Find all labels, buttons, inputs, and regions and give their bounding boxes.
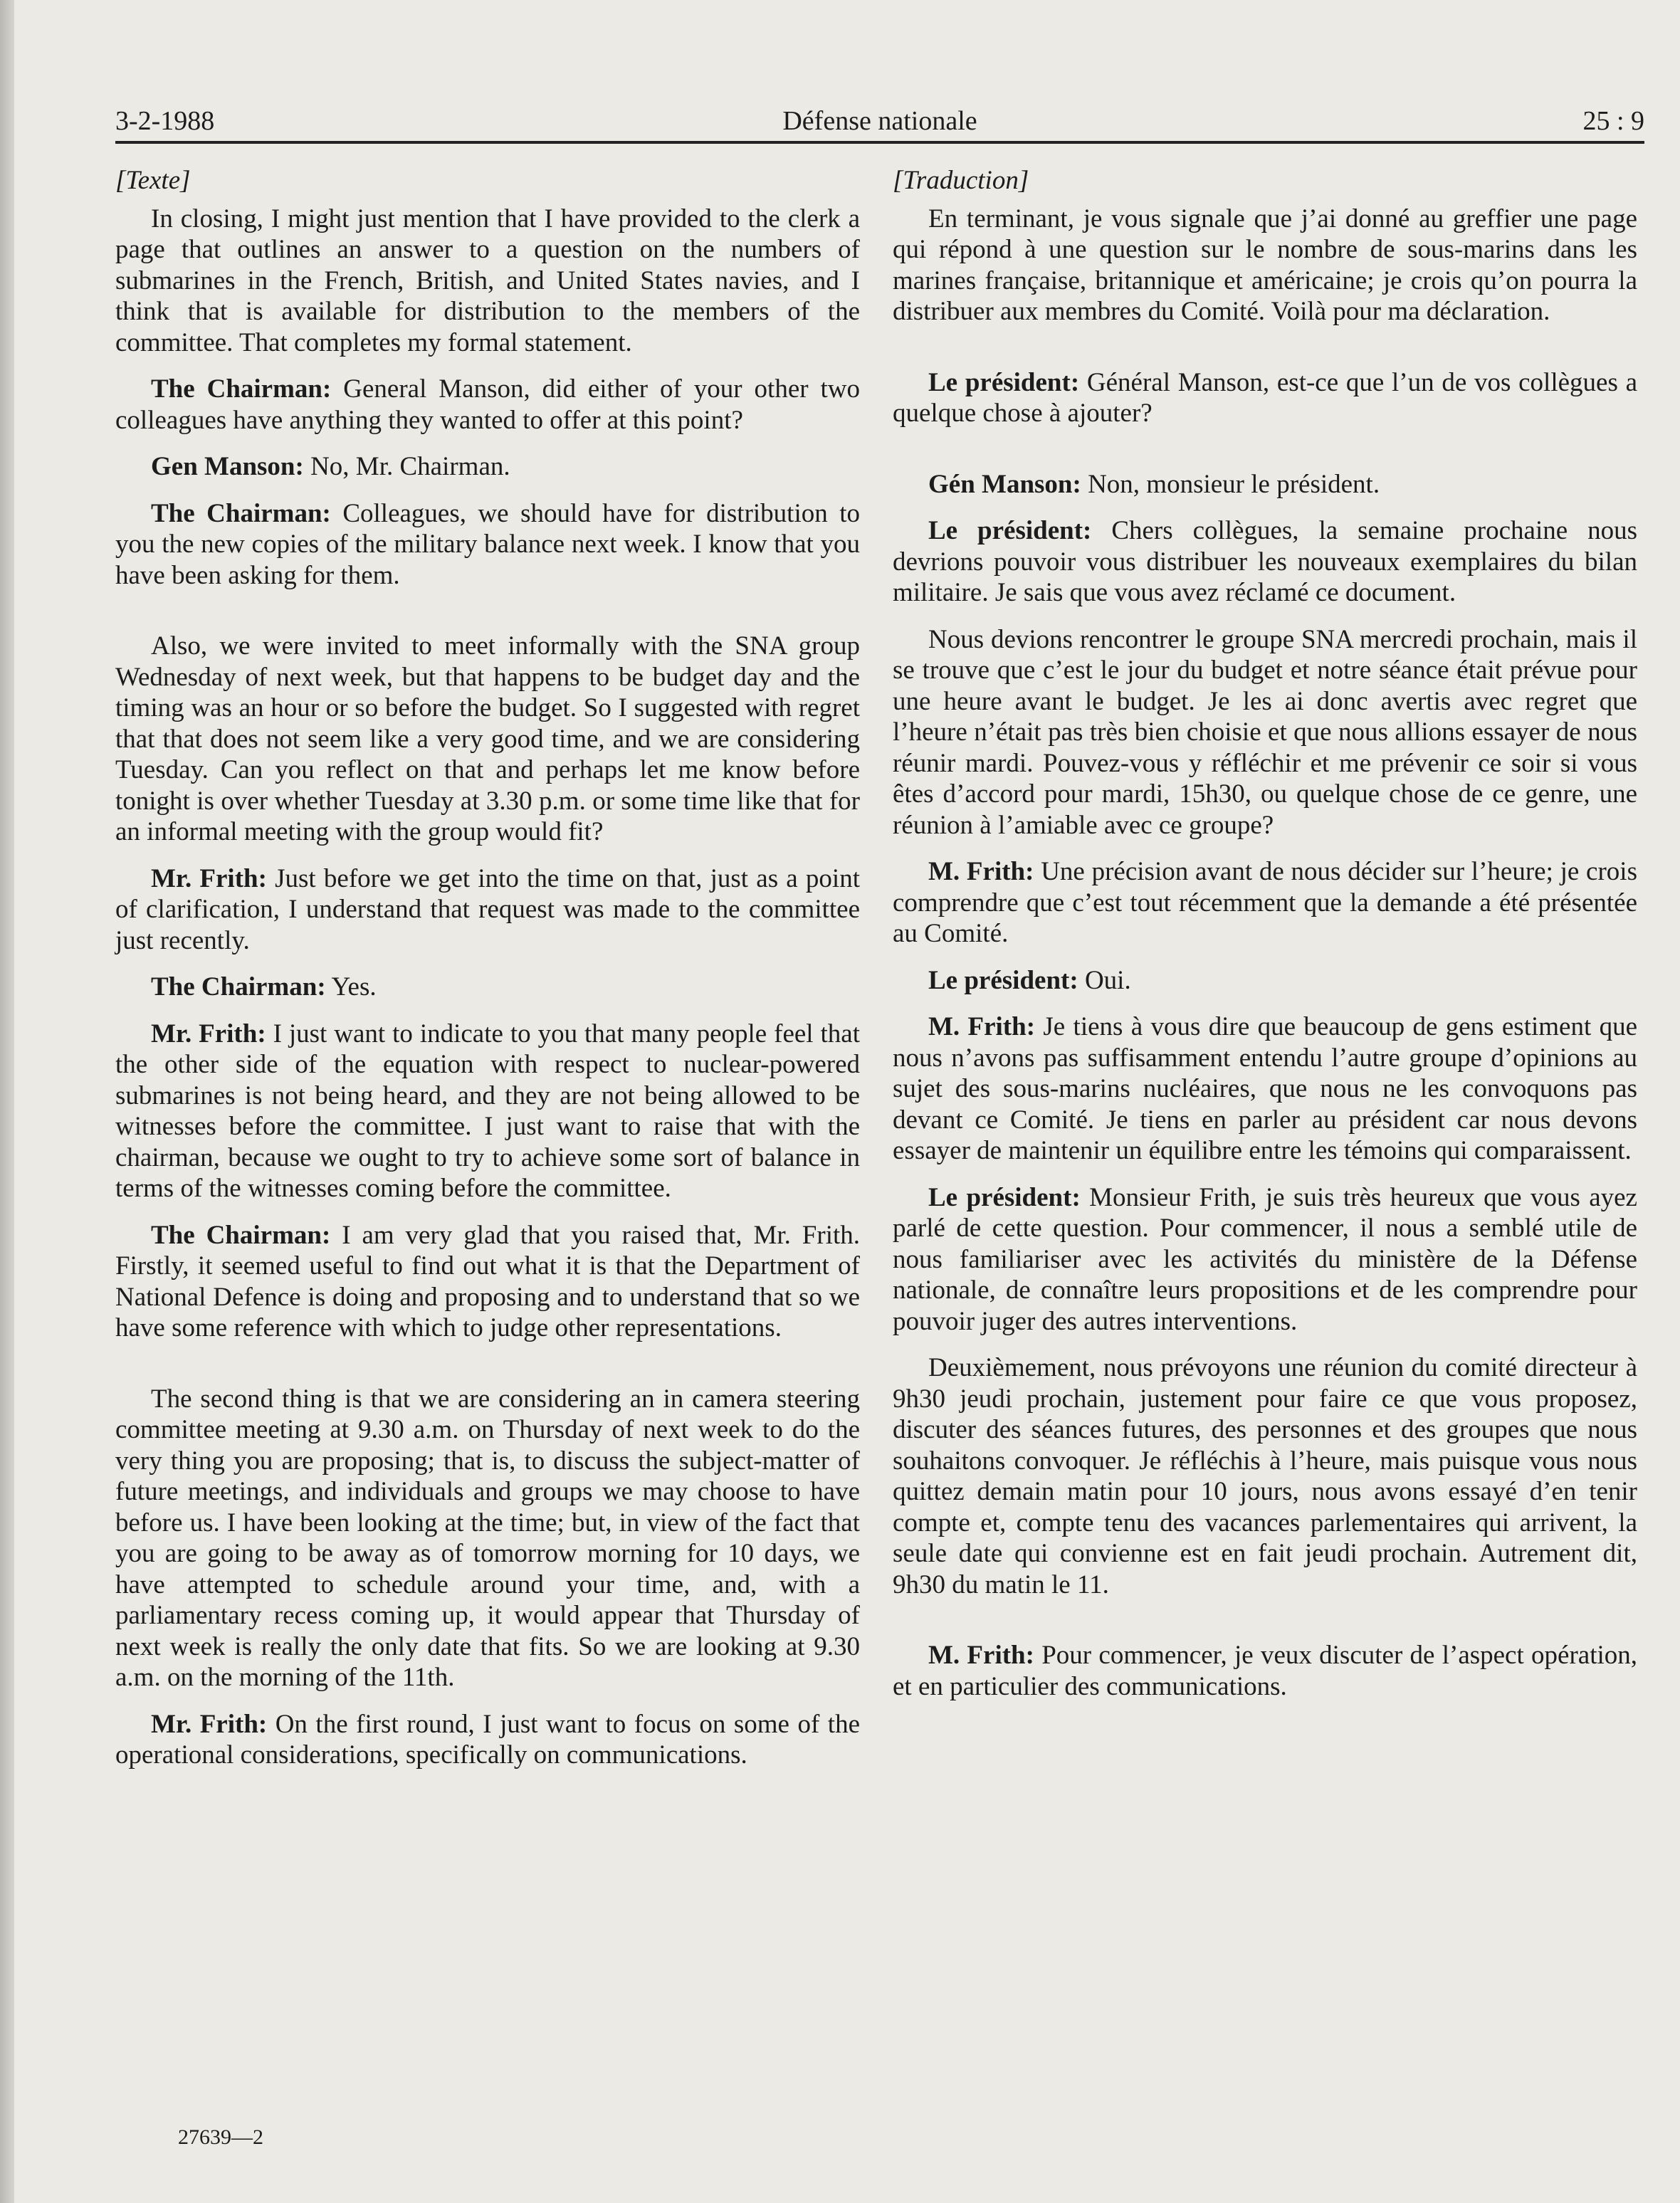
paragraph (115, 498, 860, 592)
paragraph-text: Chers collègues, la semaine prochaine nous devrions pouvoir vous distribuer les nouveaux exemplaires du bilan militaire. Je sais que vous avez réclamé ce document. (893, 516, 1637, 607)
paragraph (115, 1220, 860, 1344)
paragraph (893, 1352, 1637, 1600)
speaker-name: Gen Manson: (151, 452, 304, 481)
french-column (893, 165, 1637, 1718)
speaker-name: Mr. Frith: (151, 1709, 268, 1739)
speaker-name: Le président: (928, 965, 1078, 995)
speaker-name: Mr. Frith: (151, 1019, 266, 1048)
speaker-name: M. Frith: (928, 857, 1034, 886)
paragraph-text: En terminant, je vous signale que j’ai donné au greffier une page qui répond à une question sur le nombre de sous-marins dans les marines française, britannique et américaine; je crois qu’on pourra la distribuer aux membres du Comité. Voilà pour ma déclaration. (893, 204, 1637, 326)
speaker-name: Gén Manson: (928, 469, 1081, 499)
paragraph-text: Yes. (325, 972, 377, 1001)
paragraph-text: Général Manson, est-ce que l’un de vos collègues a quelque chose à ajouter? (893, 367, 1637, 428)
paragraph-text: Colleagues, we should have for distribution to you the new copies of the military balance next week. I know that you have been asking for them. (115, 498, 860, 590)
paragraph (115, 863, 860, 957)
paragraph (893, 1011, 1637, 1167)
paragraph-text: I am very glad that you raised that, Mr. Frith. Firstly, it seemed useful to find out what it is that the Department of National Defence is doing and proposing and to understand that so we have some reference with which to judge other representations. (115, 1220, 860, 1342)
paragraph (893, 965, 1637, 997)
paragraph-text: Nous devions rencontrer le groupe SNA mercredi prochain, mais il se trouve que c’est le jour du budget et notre séance était prévue pour une heure avant le budget. Je les ai donc avertis avec regret que l’heure n’était pas très bien choisie et que nous allions essayer de nous réunir mardi. Pouvez-vous y réfléchir et me prévenir ce soir si vous êtes d’accord pour mardi, 15h30, ou quelque chose de ce genre, une réunion à l’amiable avec ce groupe? (893, 624, 1637, 840)
speaker-name: The Chairman: (151, 498, 331, 528)
paragraph-text: Monsieur Frith, je suis très heureux que vous ayez parlé de cette question. Pour commencer, il nous a semblé utile de nous familiariser avec les activités du ministère de la Défense nationale, de connaître leurs propositions et de les comprendre pour pouvoir juger des autres interventions. (893, 1182, 1637, 1336)
language-label: [Texte] (115, 166, 191, 195)
paragraph (893, 1640, 1637, 1702)
paragraph (115, 374, 860, 436)
paragraph (115, 451, 860, 483)
speaker-name: M. Frith: (928, 1641, 1034, 1670)
paragraph (115, 1709, 860, 1771)
paragraph-text: In closing, I might just mention that I have provided to the clerk a page that outlines an answer to a question on the numbers of submarines in the French, British, and United States navies, and I think that is available for distribution to the members of the committee. That completes my formal statement. (115, 204, 860, 357)
header-title: Défense nationale (782, 106, 977, 136)
paragraph-text: Deuxièmement, nous prévoyons une réunion du comité directeur à 9h30 jeudi prochain, justement pour faire ce que vous proposez, discuter des séances futures, des personnes et des groupes que nous souhaitons convoquer. Je réfléchis à l’heure, mais puisque vous nous quittez demain matin pour 10 jours, nous avons essayé d’en tenir compte et, compte tenu des vacances parlementaires qui arrivent, la seule date qui convienne est en fait jeudi prochain. Autrement dit, 9h30 du matin le 11. (893, 1353, 1637, 1599)
paragraph-text: The second thing is that we are considering an in camera steering committee meeting at 9.30 a.m. on Thursday of next week to do the very thing you are proposing; that is, to discuss the subject-matter of future meetings, and individuals and groups we may choose to have before us. I have been looking at the time; but, in view of the fact that you are going to be away as of tomorrow morning for 10 days, we have attempted to schedule around your time, and, with a parliamentary recess coming up, it would appear that Thursday of next week is really the only date that fits. So we are looking at 9.30 a.m. on the morning of the 11th. (115, 1384, 860, 1692)
paragraph (893, 624, 1637, 841)
paragraph (893, 367, 1637, 429)
paragraph (893, 856, 1637, 950)
paragraph-text: On the first round, I just want to focus on some of the operational considerations, specifically on communications. (115, 1709, 860, 1770)
page-binding-edge (0, 0, 14, 2203)
header-page-number: 25 : 9 (1582, 106, 1644, 136)
language-label: [Traduction] (893, 166, 1029, 195)
paragraph (115, 204, 860, 359)
paragraph (115, 631, 860, 848)
speaker-name: The Chairman: (151, 1220, 331, 1250)
speaker-name: The Chairman: (151, 374, 332, 404)
paragraph (115, 1019, 860, 1204)
paragraph (115, 972, 860, 1003)
speaker-name: Le président: (928, 367, 1080, 397)
speaker-name: The Chairman: (151, 972, 326, 1001)
print-code: 27639—2 (178, 2125, 263, 2149)
speaker-name: Mr. Frith: (151, 863, 267, 893)
paragraph-text: Just before we get into the time on that, just as a point of clarification, I understand that request was made to the committee just recently. (115, 863, 860, 955)
running-header (115, 104, 1644, 144)
paragraph-text: No, Mr. Chairman. (303, 452, 510, 481)
speaker-name: M. Frith: (928, 1012, 1036, 1041)
paragraph (893, 469, 1637, 500)
speaker-name: Le président: (928, 1182, 1081, 1212)
paragraph (893, 1182, 1637, 1337)
paragraph (115, 1384, 860, 1693)
paragraph-text: Je tiens à vous dire que beaucoup de gens estiment que nous n’avons pas suffisamment entendu l’autre groupe d’opinions au sujet des sous-marins nucléaires, que nous ne les convoquons pas devant ce Comité. Je tiens en parler au président car nous devons essayer de maintenir un équilibre entre les témoins qui comparaissent. (893, 1012, 1638, 1165)
paragraph-text: Also, we were invited to meet informally with the SNA group Wednesday of next week, but that happens to be budget day and the timing was an hour or so before the budget. So I suggested with regret that that does not seem like a very good time, and we are considering Tuesday. Can you reflect on that and perhaps let me know before tonight is over whether Tuesday at 3.30 p.m. or some time like that for an informal meeting with the group would fit? (115, 631, 860, 846)
paragraph-text: Pour commencer, je veux discuter de l’aspect opération, et en particulier des communications. (893, 1641, 1637, 1701)
paragraph (893, 515, 1637, 609)
english-column (115, 165, 860, 1787)
paragraph-text: Non, monsieur le président. (1081, 469, 1380, 499)
paragraph-text: Une précision avant de nous décider sur l’heure; je crois comprendre que c’est tout récemment que la demande a été présentée au Comité. (893, 857, 1637, 948)
paragraph-text: I just want to indicate to you that many people feel that the other side of the equation with respect to nuclear-powered submarines is not being heard, and they are not being allowed to be witnesses before the committee. I just want to raise that with the chairman, because we ought to try to achieve some sort of balance in terms of the witnesses coming before the committee. (115, 1019, 860, 1203)
header-date: 3-2-1988 (115, 106, 215, 136)
document-page (14, 0, 1680, 2203)
paragraph-text: Oui. (1078, 965, 1131, 995)
paragraph (893, 204, 1637, 327)
paragraph-text: General Manson, did either of your other two colleagues have anything they wanted to offer at this point? (115, 374, 860, 435)
speaker-name: Le président: (928, 516, 1092, 545)
